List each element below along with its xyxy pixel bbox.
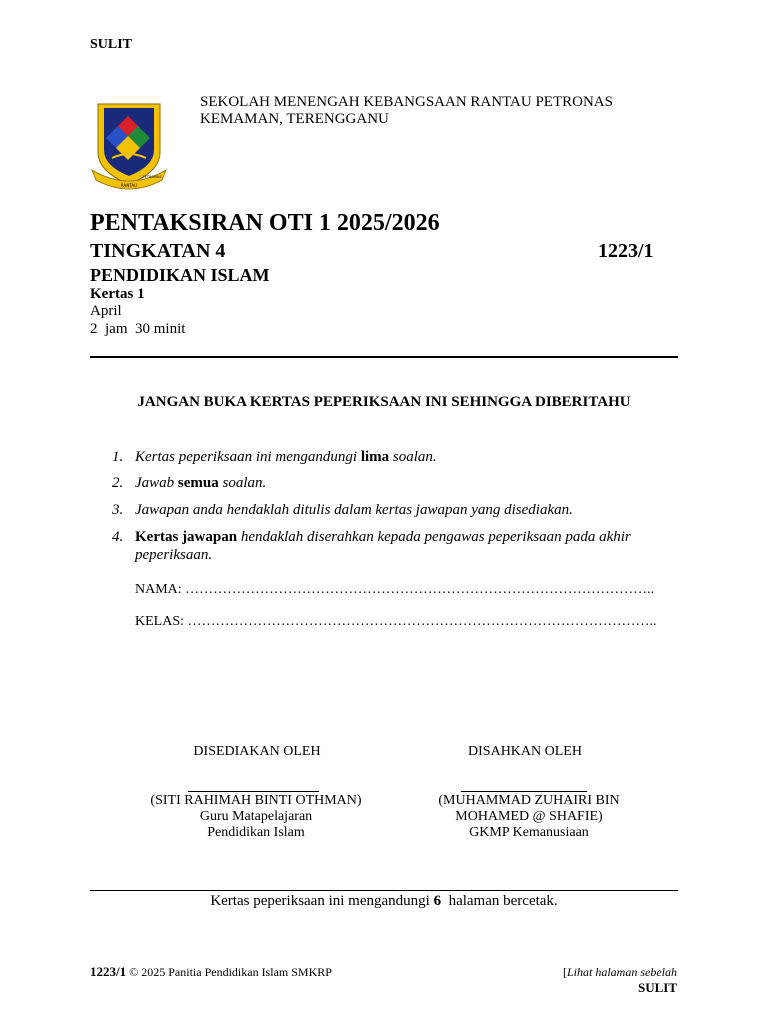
exam-duration: 2 jam 30 minit <box>90 321 186 337</box>
class-label: KELAS: <box>135 614 188 629</box>
class-field[interactable] <box>135 614 657 630</box>
exam-title: PENTAKSIRAN OTI 1 2025/2026 <box>90 210 440 236</box>
copyright-text: © 2025 Panitia Pendidikan Islam SMKRP <box>126 965 332 979</box>
approved-by-block <box>414 793 644 841</box>
footer-copyright <box>90 964 332 980</box>
prepared-by-heading: DISEDIAKAN OLEH <box>193 744 321 759</box>
warning-notice: JANGAN BUKA KERTAS PEPERIKSAAN INI SEHINGGA DIBERITAHU <box>137 394 631 410</box>
footer-classification: SULIT <box>637 980 677 995</box>
classification-label: SULIT <box>90 37 133 52</box>
approver-name-line-2: MOHAMED @ SHAFIE) <box>455 809 603 824</box>
school-header <box>200 94 613 128</box>
instruction-item: 4. Kertas jawapan hendaklah diserahkan kepada pengawas peperiksaan pada akhir peperiksaan. <box>112 529 631 563</box>
page-count-note: Kertas peperiksaan ini mengandungi 6 halaman bercetak. <box>210 893 558 909</box>
preparer-name: (SITI RAHIMAH BINTI OTHMAN) <box>150 793 362 808</box>
footer-paper-code: 1223/1 <box>90 964 127 979</box>
instruction-item: 3. Jawapan anda hendaklah ditulis dalam kertas jawapan yang disediakan. <box>112 502 573 518</box>
preparer-role: Guru Matapelajaran <box>199 809 313 824</box>
name-dots[interactable]: ……………………………………………………………………………………….. <box>185 582 655 597</box>
school-crest-logo <box>90 100 168 196</box>
class-dots[interactable]: ……………………………………………………………………………………….. <box>187 614 657 629</box>
header-divider <box>90 356 678 358</box>
form-level: TINGKATAN 4 <box>90 240 226 262</box>
prepared-signature-line <box>188 791 319 792</box>
page-count: 6 <box>433 893 442 909</box>
instruction-item: 1. Kertas peperiksaan ini mengandungi lima soalan. <box>112 449 437 465</box>
approver-role: GKMP Kemanusiaan <box>469 825 589 840</box>
footer-divider <box>90 890 678 891</box>
preparer-dept: Pendidikan Islam <box>207 825 305 840</box>
school-location: KEMAMAN, TERENGGANU <box>200 111 389 127</box>
instruction-item: 2. Jawab semua soalan. <box>112 475 267 491</box>
prepared-by-block <box>142 793 370 841</box>
paper-code: 1223/1 <box>598 240 654 262</box>
turn-over-text: Lihat halaman sebelah <box>567 965 677 979</box>
footer-turn-over: [Lihat halaman sebelah SULIT <box>563 965 677 995</box>
approver-name-line-1: (MUHAMMAD ZUHAIRI BIN <box>438 793 620 808</box>
name-label: NAMA: <box>135 582 186 597</box>
approved-by-heading: DISAHKAN OLEH <box>468 744 582 759</box>
name-field[interactable] <box>135 582 654 598</box>
subject-title: PENDIDIKAN ISLAM <box>90 265 270 285</box>
svg-text:RANTAU: RANTAU <box>120 183 138 188</box>
approved-signature-line <box>461 791 587 792</box>
school-name: SEKOLAH MENENGAH KEBANGSAAN RANTAU PETRONAS <box>200 94 613 110</box>
svg-text:PETRONAS: PETRONAS <box>142 175 162 179</box>
exam-month: April <box>90 303 122 319</box>
paper-number: Kertas 1 <box>90 286 145 302</box>
